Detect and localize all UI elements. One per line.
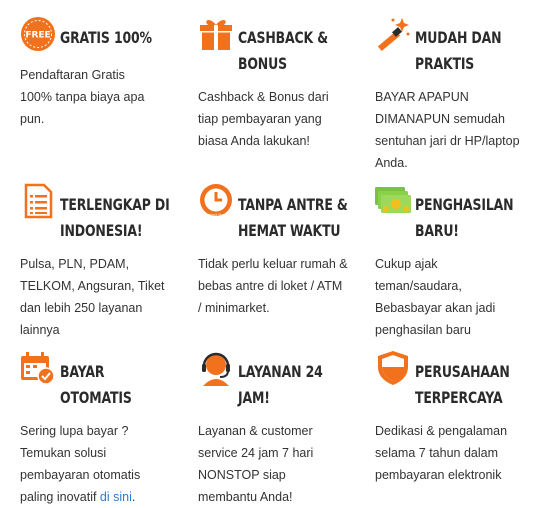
- feature-description: Layanan & customer service 24 jam 7 hari NONSTOP siap membantu Anda!: [198, 424, 314, 504]
- clock-icon: [198, 183, 234, 219]
- shield-icon: [375, 350, 411, 386]
- feature-perusahaan: [375, 350, 545, 482]
- feature-description: Pulsa, PLN, PDAM, TELKOM, Angsuran, Tiket dan lebih 250 layanan lainnya: [20, 257, 165, 337]
- svg-text:Instant Start: Instant Start: [206, 213, 226, 217]
- feature-title: CASHBACK & BONUS: [238, 28, 328, 73]
- feature-description: Pendaftaran Gratis 100% tanpa biaya apa pun.: [20, 68, 145, 126]
- feature-layanan: [198, 350, 368, 504]
- feature-bayar-otomatis: [20, 350, 190, 504]
- feature-title: TERLENGKAP DI INDONESIA!: [60, 195, 170, 240]
- feature-description: Cashback & Bonus dari tiap pembayaran yang biasa Anda lakukan!: [198, 90, 329, 148]
- feature-terlengkap: [20, 183, 190, 337]
- di-sini-link[interactable]: di sini: [99, 490, 132, 504]
- calendar-check-icon: [20, 350, 56, 386]
- feature-description: BAYAR APAPUN DIMANAPUN semudah sentuhan jari dr HP/laptop Anda.: [375, 90, 520, 170]
- feature-title: MUDAH DAN PRAKTIS: [415, 28, 502, 73]
- feature-description: Sering lupa bayar ? Temukan solusi pembayaran otomatis paling inovatif di sini.: [20, 424, 141, 504]
- feature-title: LAYANAN 24 JAM!: [238, 362, 323, 407]
- gift-box-icon: [198, 16, 234, 52]
- feature-description: Dedikasi & pengalaman selama 7 tahun dalam pembayaran elektronik: [375, 424, 508, 482]
- headset-agent-icon: [198, 350, 234, 386]
- svg-text:FREE: FREE: [25, 30, 51, 41]
- feature-title: BAYAR OTOMATIS: [60, 362, 132, 407]
- feature-description: Cukup ajak teman/saudara, Bebasbayar akan jadi penghasilan baru: [375, 257, 496, 337]
- feature-gratis: [20, 16, 190, 126]
- feature-title: TANPA ANTRE & HEMAT WAKTU: [238, 195, 348, 240]
- feature-tanpa-antre: [198, 183, 368, 315]
- free-badge-icon: [20, 16, 56, 52]
- feature-cashback: [198, 16, 368, 148]
- feature-description: Tidak perlu keluar rumah & bebas antre di loket / ATM / minimarket.: [198, 257, 348, 315]
- feature-penghasilan: [375, 183, 545, 337]
- feature-mudah: [375, 16, 545, 170]
- magic-wand-icon: [375, 16, 411, 52]
- feature-title: PENGHASILAN BARU!: [415, 195, 514, 240]
- money-stack-icon: [375, 183, 411, 219]
- feature-title: PERUSAHAAN TERPERCAYA: [415, 362, 510, 407]
- feature-title: GRATIS 100%: [60, 28, 152, 47]
- document-list-icon: [20, 183, 56, 219]
